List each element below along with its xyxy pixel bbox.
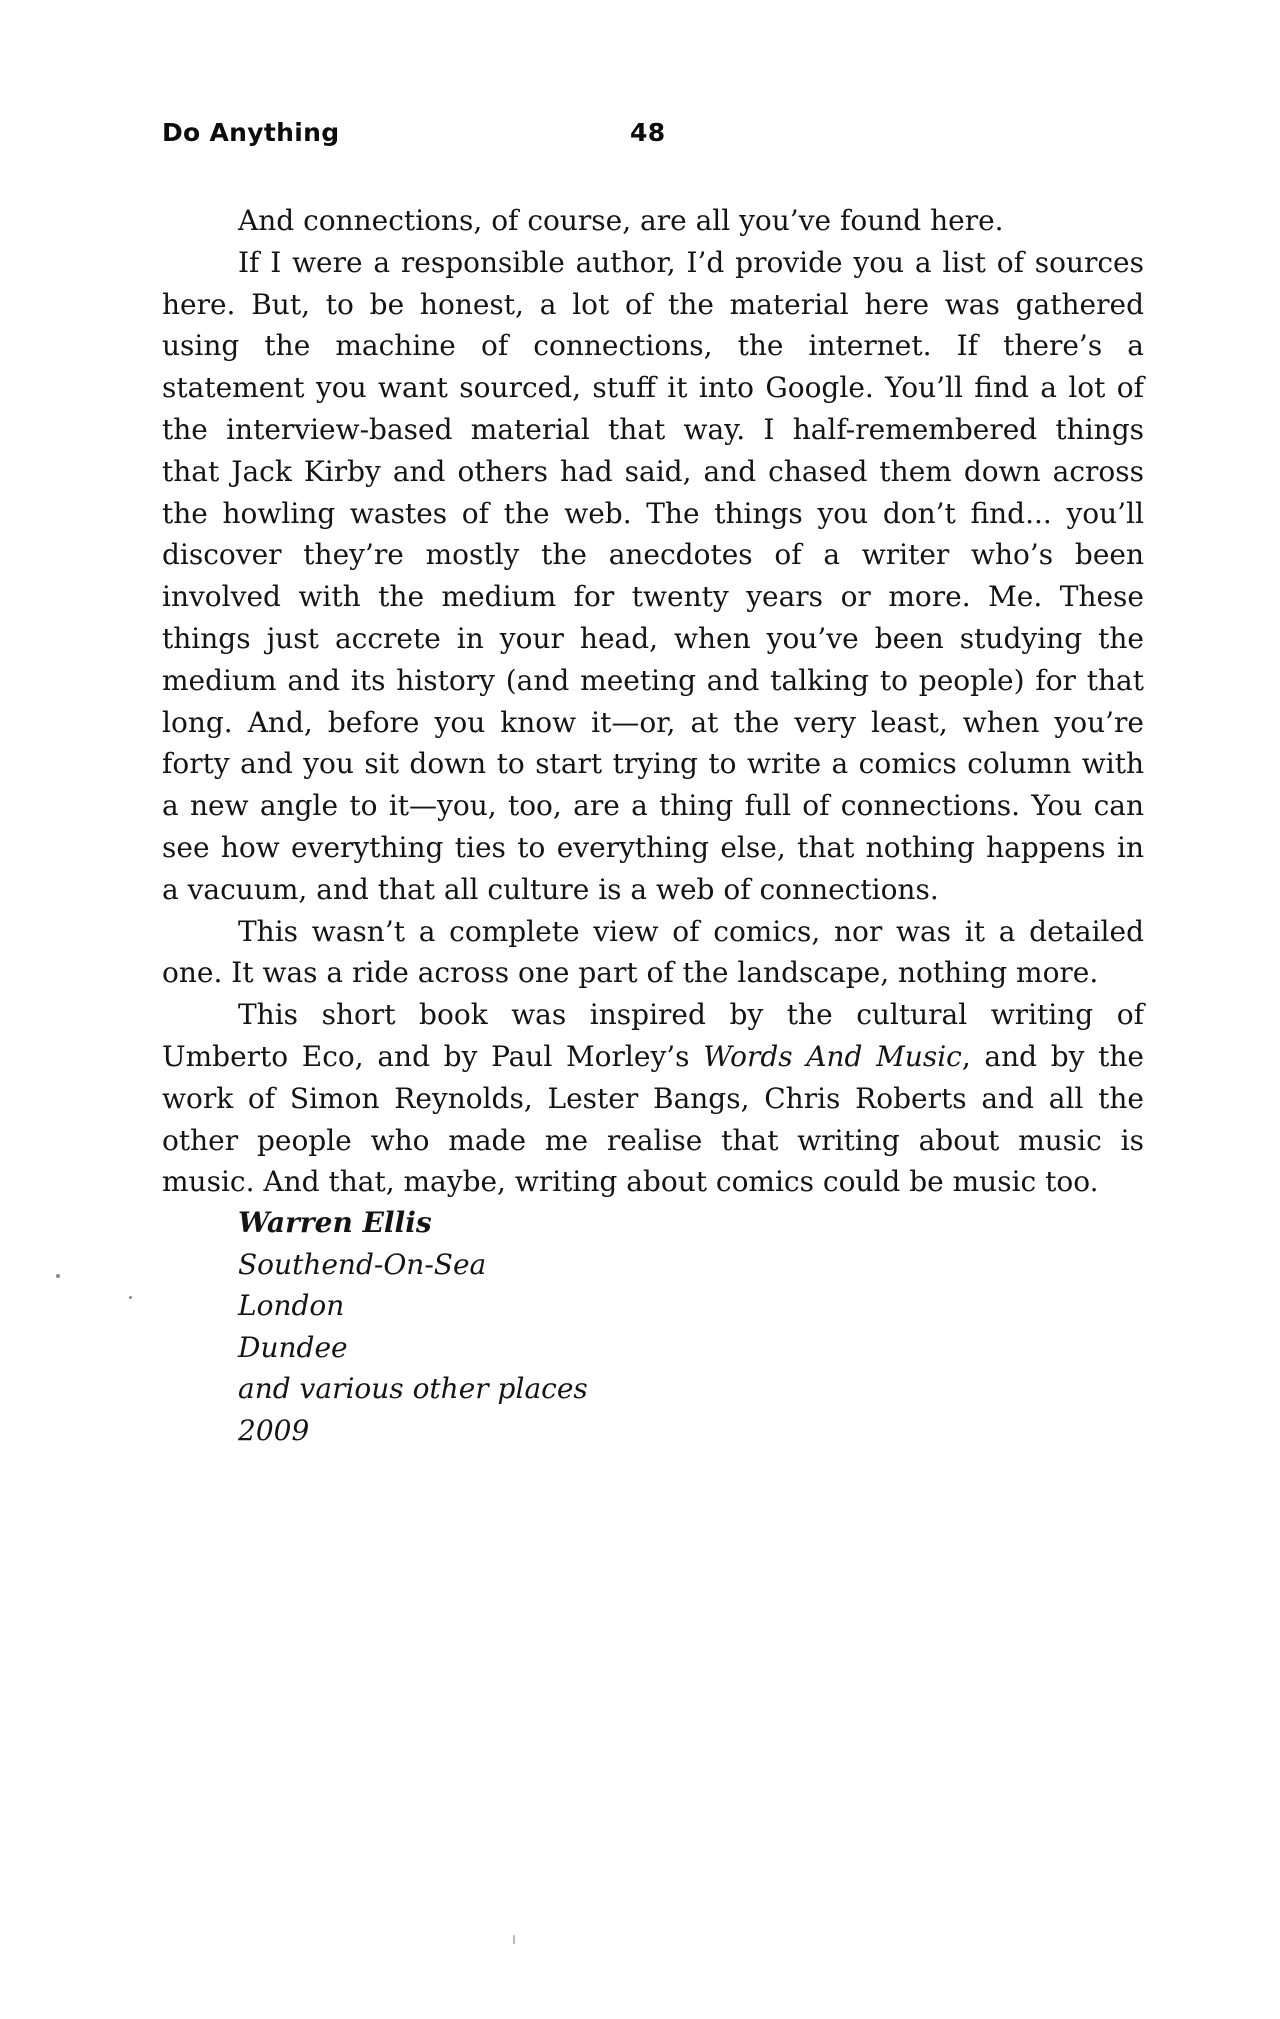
body-text	[162, 200, 1144, 1203]
paragraph-3: This wasn’t a complete view of comics, nor was it a detailed one. It was a ride across one part of the landscape, nothing more.	[162, 914, 1144, 990]
paragraph-4-text-end: , and by the work of Simon Reynolds, Lester Bangs, Chris Roberts and all the other people who made me realise that writing about music is music. And that, maybe, writing about comics could be music too.	[162, 1039, 1144, 1199]
paragraph-2: If I were a responsible author, I’d provide you a list of sources here. But, to be honest, a lot of the material here was gathered using the machine of connections, the internet. If there’s a statement you want sourced, stuff it into Google. You’ll find a lot of the interview-based material that way. I half-remembered things that Jack Kirby and others had said, and chased them down across the howling wastes of the web. The things you don’t find... you’ll discover they’re mostly the anecdotes of a writer who’s been involved with the medium for twenty years or more. Me. These things just accrete in your head, when you’ve been studying the medium and its history (and meeting and talking to people) for that long. And, before you know it—or, at the very least, when you’re forty and you sit down to start trying to write a comics column with a new angle to it—you, too, are a thing full of connections. You can see how everything ties to everything else, that nothing happens in a vacuum, and that all culture is a web of connections.	[162, 245, 1144, 906]
running-head	[162, 118, 682, 158]
signoff	[238, 1202, 938, 1452]
paragraph-1: And connections, of course, are all you’ve found here.	[238, 204, 1004, 237]
author-name: Warren Ellis	[238, 1206, 432, 1239]
place-southend: Southend-On-Sea	[238, 1247, 487, 1281]
running-head-title: Do Anything	[162, 118, 340, 147]
page-number: 48	[630, 118, 666, 147]
scan-speck	[513, 1935, 515, 1944]
book-title-words-and-music: Words And Music	[703, 1039, 962, 1073]
scan-speck	[56, 1274, 60, 1278]
place-london: London	[238, 1289, 345, 1323]
scan-speck	[129, 1296, 132, 1299]
place-other: and various other places	[238, 1372, 588, 1406]
signoff-year: 2009	[238, 1413, 310, 1447]
paragraph-4	[162, 994, 1144, 1203]
paragraph-4-text-start: This short book was inspired by the cultural writing of Umberto Eco, and by Paul Morley’s	[162, 998, 1144, 1073]
place-dundee: Dundee	[238, 1330, 348, 1364]
